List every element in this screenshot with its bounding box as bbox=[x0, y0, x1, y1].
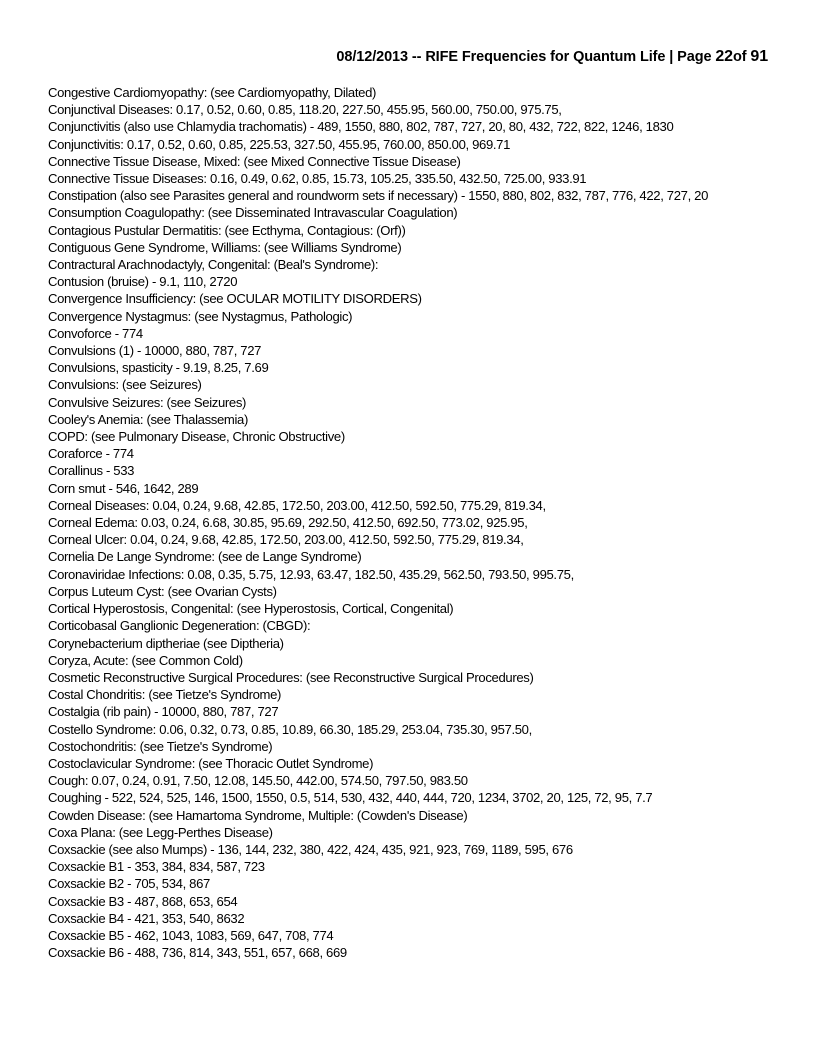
list-item: Convulsions, spasticity - 9.19, 8.25, 7.69 bbox=[48, 360, 269, 376]
list-item: Contiguous Gene Syndrome, Williams: (see Williams Syndrome) bbox=[48, 239, 402, 255]
list-item: COPD: (see Pulmonary Disease, Chronic Obstructive) bbox=[48, 429, 345, 445]
list-item: Corpus Luteum Cyst: (see Ovarian Cysts) bbox=[48, 583, 277, 599]
list-item: Conjunctivitis (also use Chlamydia trachomatis) - 489, 1550, 880, 802, 787, 727, 20, 80, 432, 722, 822, 1246, 1830 bbox=[48, 119, 674, 135]
list-item: Cooley's Anemia: (see Thalassemia) bbox=[48, 411, 248, 427]
header-page-number: 22 bbox=[715, 48, 733, 65]
list-item: Corneal Diseases: 0.04, 0.24, 9.68, 42.85, 172.50, 203.00, 412.50, 592.50, 775.29, 819.34, bbox=[48, 497, 546, 513]
header-total-pages: 91 bbox=[750, 48, 768, 65]
list-item: Coxsackie B3 - 487, 868, 653, 654 bbox=[48, 893, 238, 909]
list-item: Convulsive Seizures: (see Seizures) bbox=[48, 394, 247, 410]
list-item: Coxsackie B6 - 488, 736, 814, 343, 551, 657, 668, 669 bbox=[48, 945, 347, 961]
list-item: Conjunctival Diseases: 0.17, 0.52, 0.60, 0.85, 118.20, 227.50, 455.95, 560.00, 750.00, 975.75, bbox=[48, 102, 562, 118]
list-item: Coronaviridae Infections: 0.08, 0.35, 5.75, 12.93, 63.47, 182.50, 435.29, 562.50, 793.50, 995.75, bbox=[48, 566, 574, 582]
list-item: Corynebacterium diptheriae (see Diptheria) bbox=[48, 635, 284, 651]
list-item: Coxsackie B5 - 462, 1043, 1083, 569, 647, 708, 774 bbox=[48, 927, 334, 943]
list-item: Convoforce - 774 bbox=[48, 325, 143, 341]
frequency-entry-list bbox=[48, 84, 768, 961]
list-item: Coxsackie B4 - 421, 353, 540, 8632 bbox=[48, 910, 245, 926]
list-item: Coxsackie B2 - 705, 534, 867 bbox=[48, 876, 210, 892]
list-item: Coxsackie B1 - 353, 384, 834, 587, 723 bbox=[48, 859, 265, 875]
list-item: Conjunctivitis: 0.17, 0.52, 0.60, 0.85, 225.53, 327.50, 455.95, 760.00, 850.00, 969.71 bbox=[48, 136, 511, 152]
list-item: Coxsackie (see also Mumps) - 136, 144, 232, 380, 422, 424, 435, 921, 923, 769, 1189, 595, 676 bbox=[48, 841, 573, 857]
list-item: Contusion (bruise) - 9.1, 110, 2720 bbox=[48, 274, 238, 290]
list-item: Coryza, Acute: (see Common Cold) bbox=[48, 652, 243, 668]
list-item: Coxa Plana: (see Legg-Perthes Disease) bbox=[48, 824, 273, 840]
header-page-label: Page bbox=[677, 49, 716, 65]
list-item: Connective Tissue Disease, Mixed: (see Mixed Connective Tissue Disease) bbox=[48, 153, 461, 169]
list-item: Consumption Coagulopathy: (see Disseminated Intravascular Coagulation) bbox=[48, 205, 458, 221]
list-item: Contagious Pustular Dermatitis: (see Ecthyma, Contagious: (Orf)) bbox=[48, 222, 406, 238]
list-item: Costalgia (rib pain) - 10000, 880, 787, 727 bbox=[48, 704, 279, 720]
list-item: Costello Syndrome: 0.06, 0.32, 0.73, 0.85, 10.89, 66.30, 185.29, 253.04, 735.30, 957.50, bbox=[48, 721, 532, 737]
list-item: Costochondritis: (see Tietze's Syndrome) bbox=[48, 738, 273, 754]
list-item: Cosmetic Reconstructive Surgical Procedures: (see Reconstructive Surgical Procedures) bbox=[48, 669, 534, 685]
list-item: Convulsions (1) - 10000, 880, 787, 727 bbox=[48, 343, 262, 359]
list-item: Congestive Cardiomyopathy: (see Cardiomyopathy, Dilated) bbox=[48, 85, 377, 100]
list-item: Corn smut - 546, 1642, 289 bbox=[48, 480, 199, 496]
list-item: Cowden Disease: (see Hamartoma Syndrome, Multiple: (Cowden's Disease) bbox=[48, 807, 468, 823]
list-item: Coughing - 522, 524, 525, 146, 1500, 1550, 0.5, 514, 530, 432, 440, 444, 720, 1234, 3702, 20, 125, 72, 95, 7.7 bbox=[48, 790, 653, 806]
list-item: Convergence Nystagmus: (see Nystagmus, Pathologic) bbox=[48, 308, 353, 324]
list-item: Coraforce - 774 bbox=[48, 446, 134, 462]
page-header bbox=[336, 48, 768, 66]
list-item: Corneal Edema: 0.03, 0.24, 6.68, 30.85, 95.69, 292.50, 412.50, 692.50, 773.02, 925.95, bbox=[48, 515, 528, 531]
list-item: Corallinus - 533 bbox=[48, 463, 135, 479]
header-separator: -- bbox=[407, 49, 426, 65]
list-item: Cortical Hyperostosis, Congenital: (see Hyperostosis, Cortical, Congenital) bbox=[48, 601, 454, 617]
list-item: Corneal Ulcer: 0.04, 0.24, 9.68, 42.85, 172.50, 203.00, 412.50, 592.50, 775.29, 819.34, bbox=[48, 532, 524, 548]
header-title: RIFE Frequencies for Quantum Life bbox=[425, 49, 666, 65]
list-item: Connective Tissue Diseases: 0.16, 0.49, 0.62, 0.85, 15.73, 105.25, 335.50, 432.50, 725.00, 933.91 bbox=[48, 171, 587, 187]
list-item: Constipation (also see Parasites general and roundworm sets if necessary) - 1550, 880, 802, 832, 787, 776, 422, 727, 20 bbox=[48, 188, 709, 204]
list-item: Convergence Insufficiency: (see OCULAR MOTILITY DISORDERS) bbox=[48, 291, 422, 307]
list-item: Costoclavicular Syndrome: (see Thoracic Outlet Syndrome) bbox=[48, 755, 374, 771]
list-item: Corticobasal Ganglionic Degeneration: (CBGD): bbox=[48, 618, 311, 634]
header-divider: | bbox=[665, 49, 678, 65]
header-of-label: of bbox=[732, 49, 747, 65]
list-item: Cornelia De Lange Syndrome: (see de Lange Syndrome) bbox=[48, 549, 362, 565]
list-item: Contractural Arachnodactyly, Congenital: (Beal's Syndrome): bbox=[48, 257, 379, 273]
header-date: 08/12/2013 bbox=[336, 49, 408, 65]
list-item: Convulsions: (see Seizures) bbox=[48, 377, 202, 393]
list-item: Costal Chondritis: (see Tietze's Syndrome) bbox=[48, 687, 282, 703]
list-item: Cough: 0.07, 0.24, 0.91, 7.50, 12.08, 145.50, 442.00, 574.50, 797.50, 983.50 bbox=[48, 773, 468, 789]
